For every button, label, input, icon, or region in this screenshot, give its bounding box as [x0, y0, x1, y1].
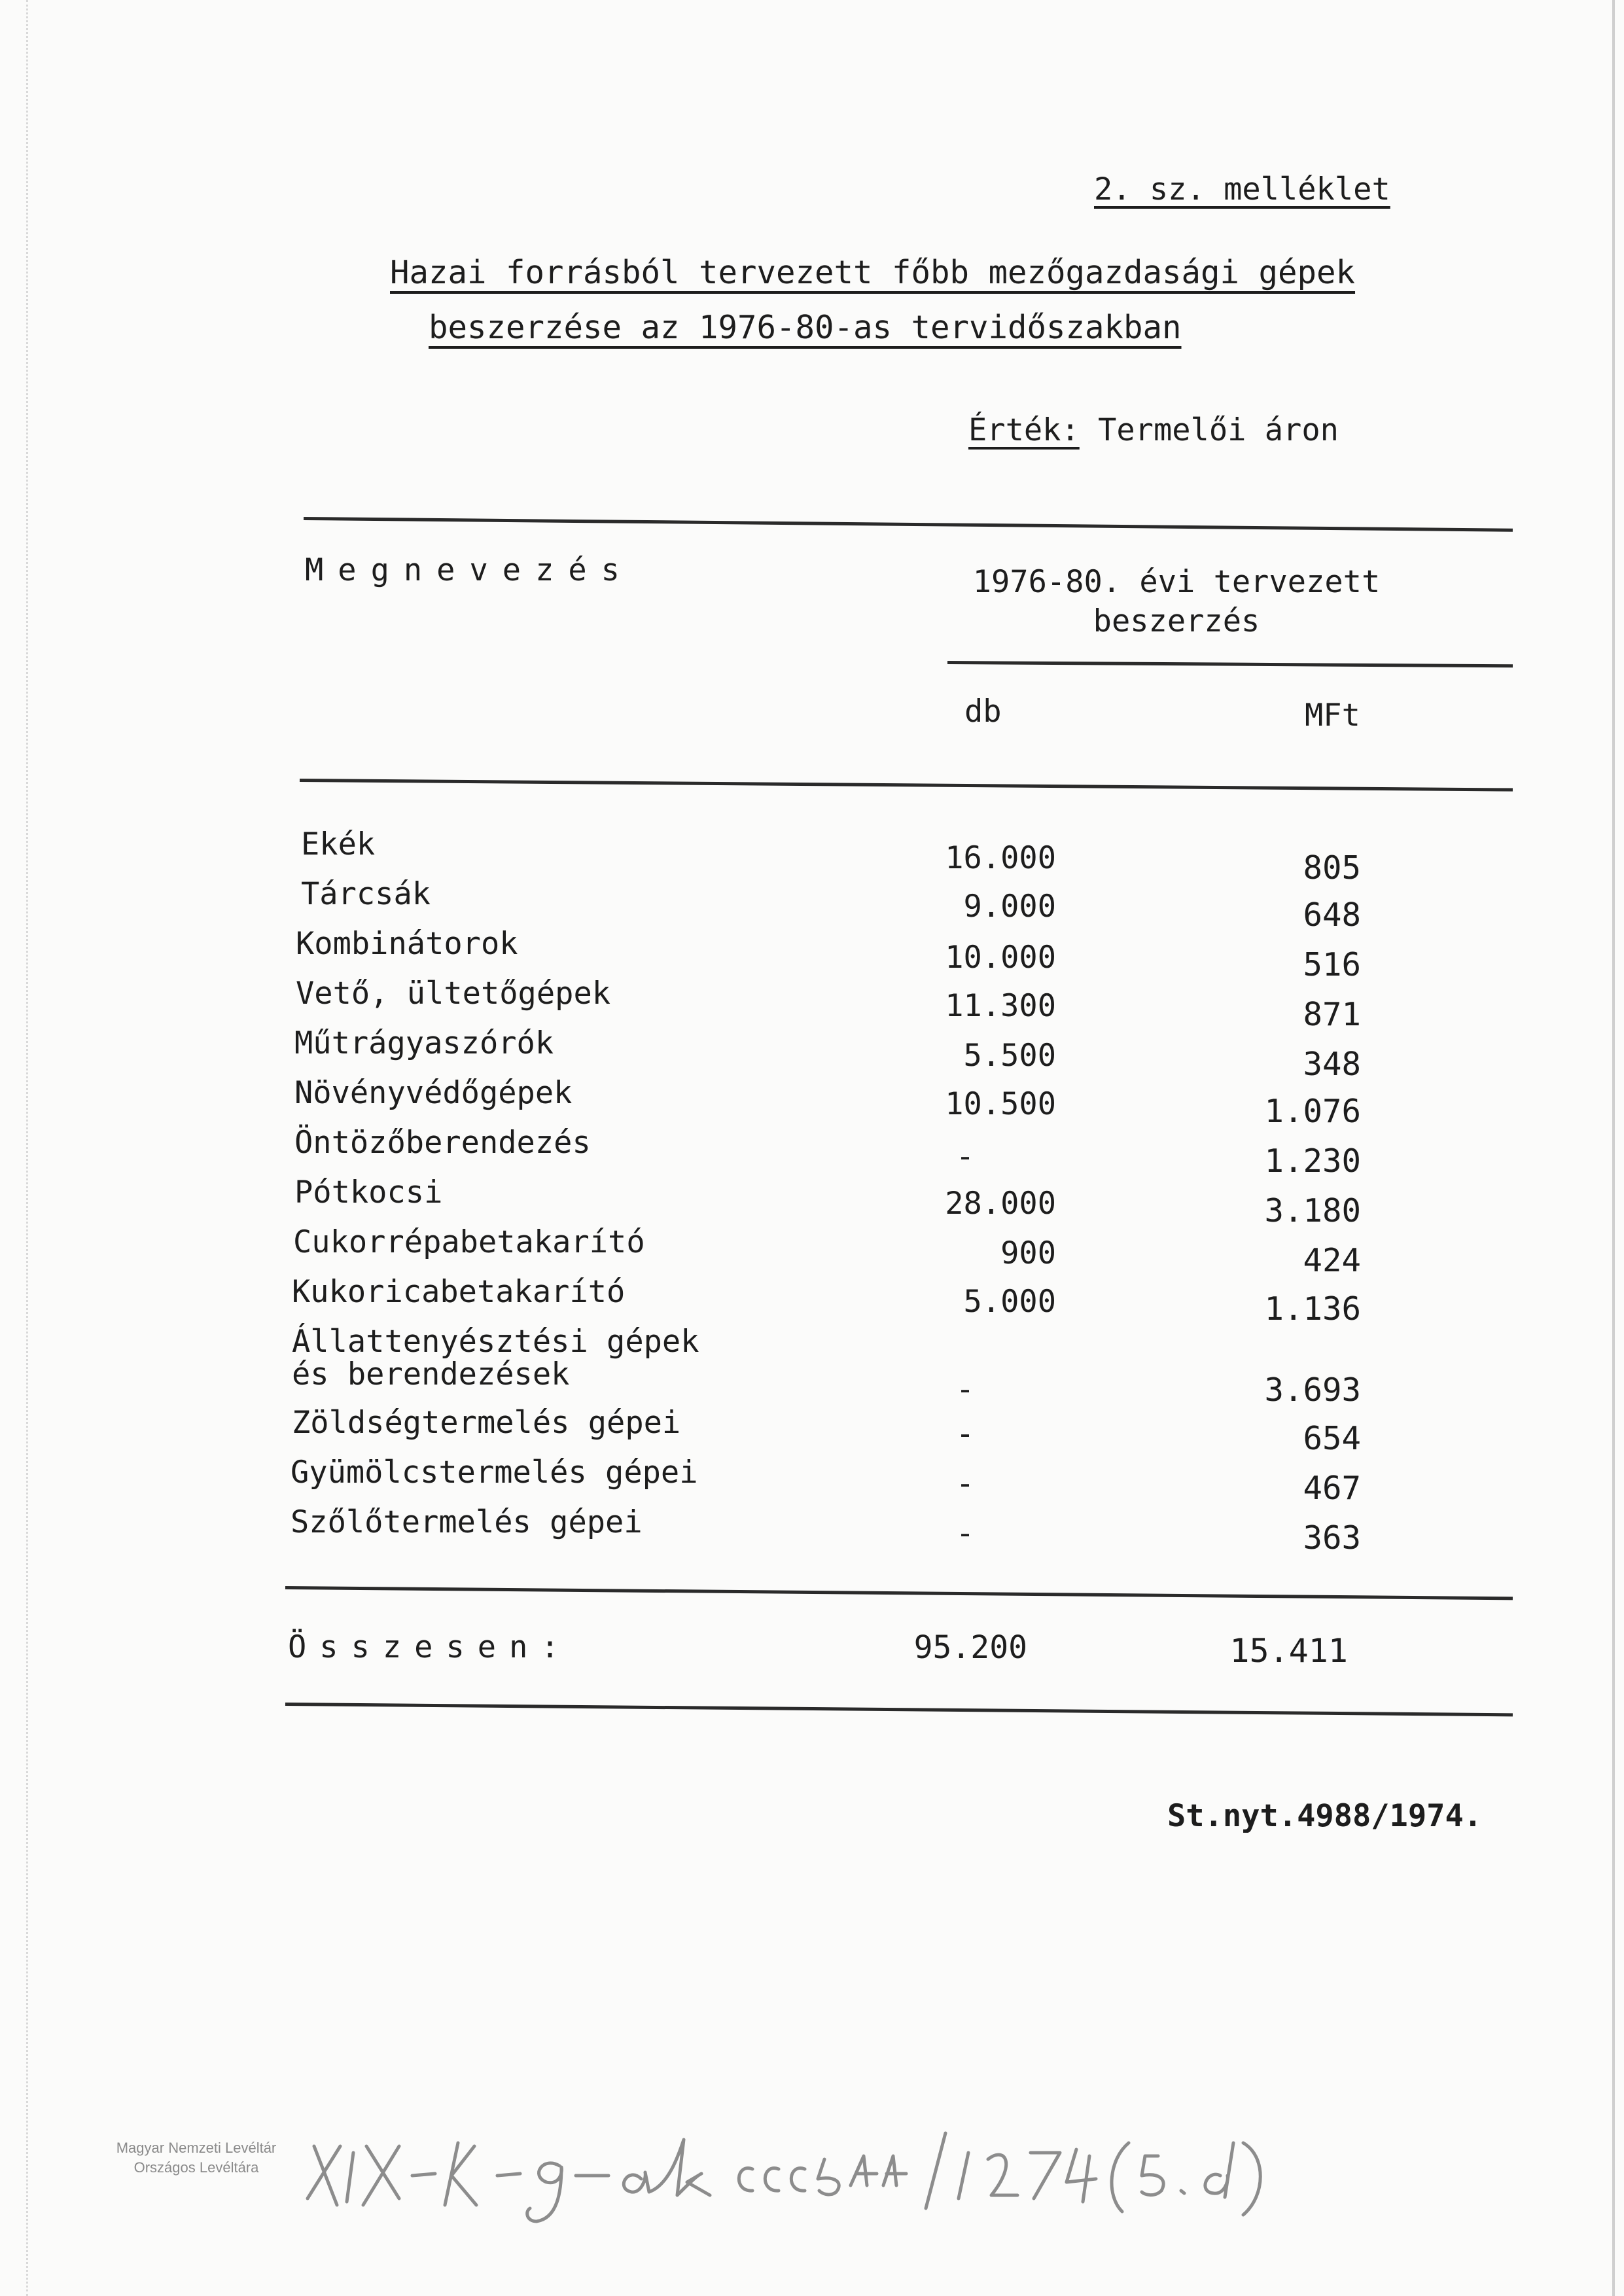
row-name: Tárcsák — [301, 876, 431, 912]
table-row — [0, 1075, 1624, 1130]
row-name: Kukoricabetakarító — [292, 1274, 626, 1310]
hw-stroke — [926, 2133, 945, 2208]
row-mft: 654 — [1303, 1420, 1361, 1457]
hw-stroke — [1142, 2156, 1163, 2195]
hw-stroke — [1205, 2143, 1233, 2197]
row-db: - — [955, 1139, 975, 1174]
row-name: Műtrágyaszórók — [294, 1025, 554, 1061]
row-name: Zöldségtermelés gépei — [292, 1405, 681, 1441]
row-name-line1: Állattenyésztési gépek — [292, 1324, 699, 1360]
row-db: 9.000 — [963, 889, 1056, 925]
row-db: 10.500 — [945, 1086, 1056, 1122]
row-name: Gyümölcstermelés gépei — [291, 1455, 698, 1491]
value-basis-label: Érték: — [968, 412, 1080, 448]
row-mft: 1.076 — [1264, 1093, 1361, 1130]
row-mft: 424 — [1303, 1242, 1361, 1279]
archive-stamp — [85, 2138, 308, 2178]
hw-stroke — [624, 2140, 710, 2195]
row-db: - — [955, 1416, 975, 1452]
table-row — [0, 1506, 1624, 1556]
table-row — [0, 1407, 1624, 1457]
row-mft: 363 — [1303, 1519, 1361, 1557]
hw-stroke — [1067, 2149, 1096, 2202]
table-row — [0, 1125, 1624, 1180]
row-name-line2: és berendezések — [292, 1356, 570, 1392]
row-mft: 3.180 — [1264, 1192, 1361, 1229]
total-label: Összesen: — [288, 1629, 573, 1665]
total-db: 95.200 — [913, 1629, 1027, 1666]
table-row — [0, 1457, 1624, 1506]
handwritten-signature — [301, 2113, 1361, 2231]
document-title-line2: beszerzése az 1976-80-as tervidőszakban — [429, 309, 1182, 346]
hw-stroke — [347, 2153, 353, 2202]
row-name: Kombinátorok — [296, 926, 518, 962]
hw-stroke — [308, 2146, 340, 2205]
row-mft: 1.230 — [1264, 1142, 1361, 1180]
row-db: 11.300 — [945, 988, 1056, 1024]
row-name: Szőlőtermelés gépei — [291, 1504, 643, 1540]
row-name: Növényvédőgépek — [294, 1075, 573, 1111]
row-name: Pótkocsi — [294, 1174, 443, 1210]
row-db: 10.000 — [945, 940, 1056, 976]
row-db: - — [955, 1515, 975, 1551]
row-db: 16.000 — [945, 840, 1056, 876]
hw-stroke — [445, 2143, 476, 2205]
row-mft: 648 — [1303, 896, 1361, 934]
header-mft: MFt — [1305, 698, 1360, 733]
total-row — [0, 1629, 1624, 1675]
hw-stroke — [1243, 2143, 1260, 2215]
document-title-line1: Hazai forrásból tervezett főbb mezőgazdasági gépek — [390, 254, 1356, 291]
table-row — [0, 1224, 1624, 1279]
hw-stroke — [363, 2146, 399, 2205]
table-row — [0, 1324, 1624, 1409]
table-row — [0, 1174, 1624, 1229]
header-name: Megnevezés — [305, 552, 634, 588]
row-db: - — [955, 1466, 975, 1502]
row-mft: 516 — [1303, 946, 1361, 983]
hw-stroke — [959, 2153, 968, 2199]
value-basis-text: Termelői áron — [1098, 412, 1339, 448]
row-mft: 1.136 — [1264, 1290, 1361, 1328]
header-db: db — [964, 694, 1002, 730]
hw-stroke — [851, 2156, 906, 2185]
table-row — [0, 926, 1624, 983]
hw-stroke — [1112, 2143, 1129, 2212]
row-mft: 3.693 — [1264, 1371, 1361, 1409]
row-name: Öntözőberendezés — [294, 1125, 591, 1161]
table-row — [0, 976, 1624, 1033]
annex-label: 2. sz. melléklet — [1094, 171, 1390, 207]
hw-stroke — [412, 2174, 435, 2176]
row-name: Ekék — [301, 826, 376, 862]
row-name: Cukorrépabetakarító — [293, 1224, 645, 1260]
row-mft: 467 — [1303, 1470, 1361, 1507]
row-name: Vető, ültetőgépek — [296, 976, 611, 1012]
table-row — [0, 1276, 1624, 1326]
row-db: 900 — [1000, 1235, 1056, 1271]
hw-stroke — [497, 2174, 520, 2176]
header-period: 1976-80. évi tervezett beszerzés — [972, 564, 1381, 639]
row-db: 28.000 — [945, 1186, 1056, 1222]
row-db: 5.000 — [963, 1284, 1056, 1320]
table-row — [0, 826, 1624, 887]
archive-stamp-line2: Országos Levéltára — [133, 2159, 259, 2176]
row-mft: 805 — [1303, 849, 1361, 887]
row-db: - — [955, 1371, 975, 1407]
hw-stroke — [1031, 2153, 1060, 2199]
hw-stroke — [818, 2159, 839, 2195]
hw-stroke — [1181, 2191, 1184, 2193]
reference-number: St.nyt.4988/1974. — [1167, 1798, 1483, 1834]
row-mft: 348 — [1303, 1046, 1361, 1083]
table-row — [0, 876, 1624, 934]
row-db: 5.500 — [963, 1038, 1056, 1074]
table-row — [0, 1025, 1624, 1083]
archive-stamp-line1: Magyar Nemzeti Levéltár — [116, 2140, 277, 2156]
row-mft: 871 — [1303, 996, 1361, 1033]
hw-stroke — [739, 2168, 805, 2191]
hw-stroke — [988, 2155, 1017, 2195]
hw-stroke — [527, 2163, 562, 2221]
total-mft: 15.411 — [1229, 1632, 1348, 1670]
